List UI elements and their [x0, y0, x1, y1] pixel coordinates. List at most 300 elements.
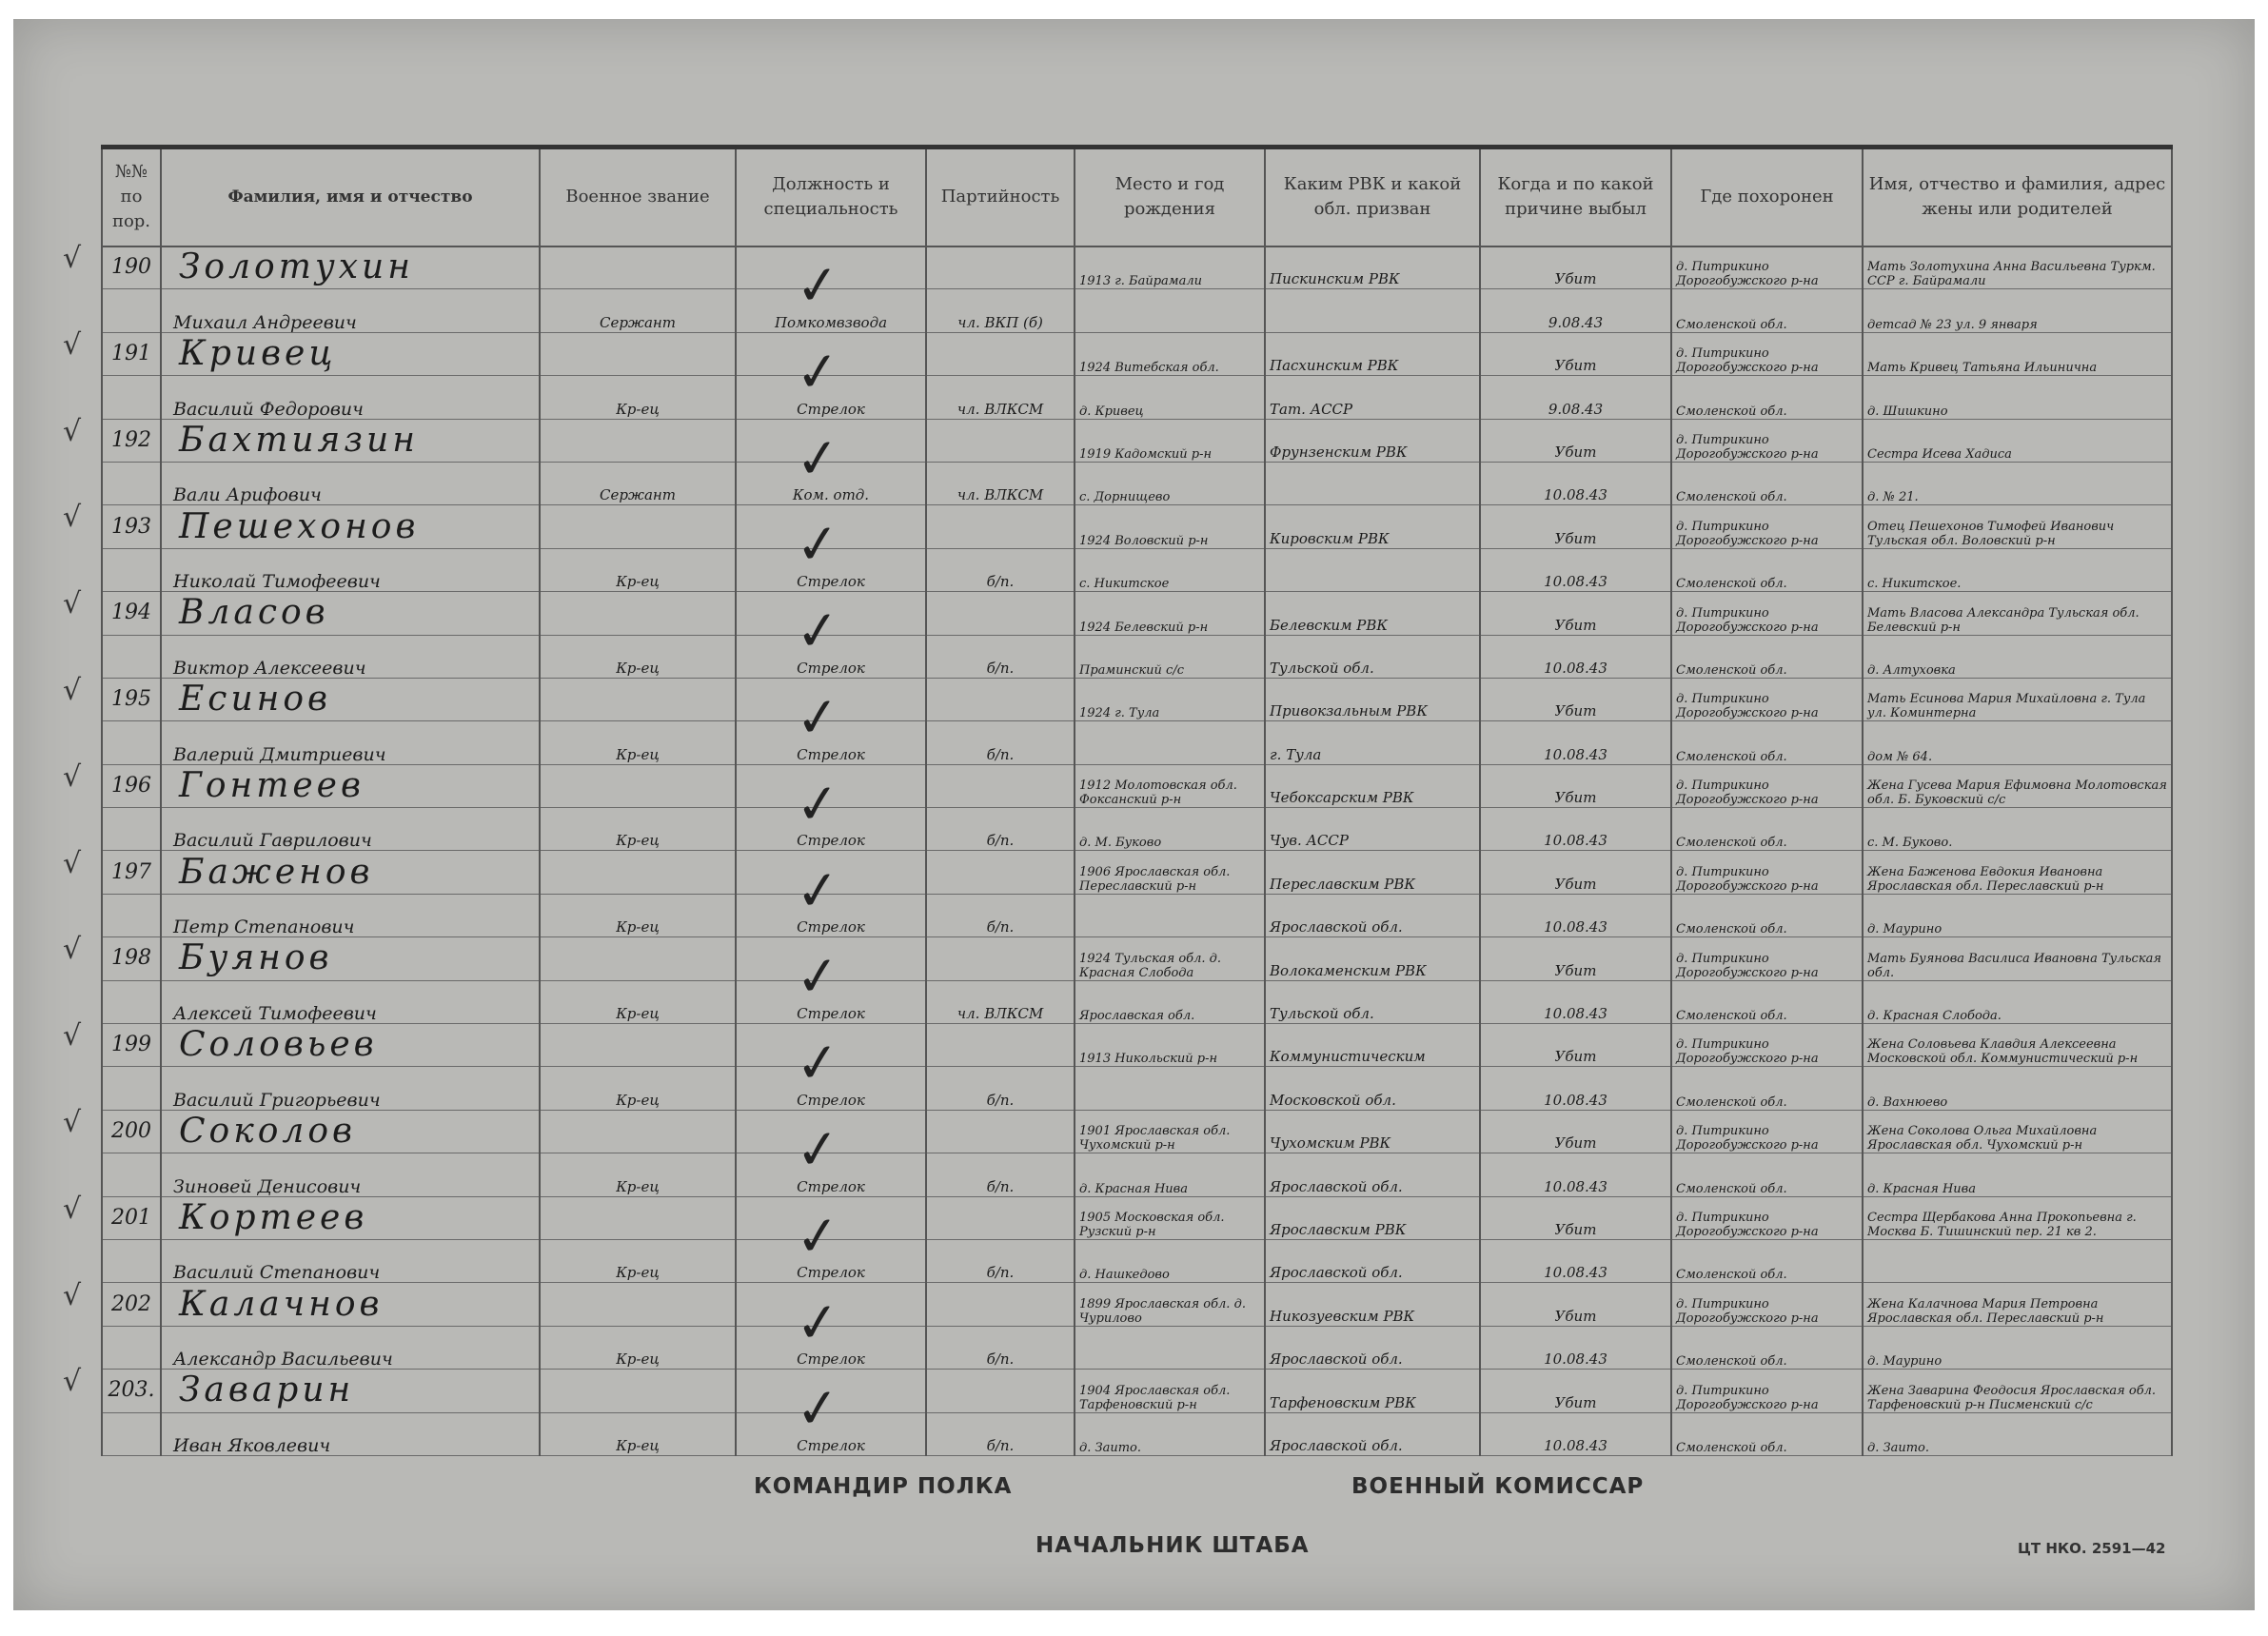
cell-rank: Кр-ец [540, 1412, 736, 1455]
checkmark-icon: ✓ [792, 425, 844, 492]
cell-rank-top [540, 678, 736, 720]
cell-rvk-bot [1265, 462, 1480, 504]
cell-rvk-top: Чебоксарским РВК [1265, 764, 1480, 807]
cell-buried-bot: Смоленской обл. [1671, 808, 1863, 851]
cell-position: Стрелок [736, 1153, 926, 1196]
cell-buried-top: д. Питрикино Дорогобужского р-на [1671, 332, 1863, 375]
table-row [102, 937, 2172, 980]
cell-birth-bot: д. Кривец [1075, 376, 1265, 419]
cell-rel-top: Мать Золотухина Анна Васильевна Туркм. ССР г. Байрамали [1863, 246, 2172, 289]
cell-birth-bot: с. Дорнищево [1075, 462, 1265, 504]
cell-buried-bot: Смоленской обл. [1671, 462, 1863, 504]
cell-birth-top: 1905 Московская обл. Рузский р-н [1075, 1196, 1265, 1239]
cell-buried-bot: Смоленской обл. [1671, 1153, 1863, 1196]
cell-party-top [926, 764, 1075, 807]
cell-buried-bot: Смоленской обл. [1671, 548, 1863, 591]
cell-rel-top: Отец Пешехонов Тимофей Иванович Тульская обл. Воловский р-н [1863, 505, 2172, 548]
cell-rvk-bot: Ярославской обл. [1265, 1326, 1480, 1369]
cell-rvk-bot: Тульской обл. [1265, 980, 1480, 1023]
cell-rvk-bot [1265, 289, 1480, 332]
cell-rel-bot: д. № 21. [1863, 462, 2172, 504]
checkmark-icon: ✓ [792, 598, 844, 665]
cell-buried-bot: Смоленской обл. [1671, 894, 1863, 936]
cell-given: Алексей Тимофеевич [161, 980, 540, 1023]
cell-rvk-top: Никозуевским РВК [1265, 1283, 1480, 1326]
cell-rank-top [540, 332, 736, 375]
cell-position: Стрелок [736, 1326, 926, 1369]
cell-rel-top: Сестра Щербакова Анна Прокопьевна г. Москва Б. Тишинский пер. 21 кв 2. [1863, 1196, 2172, 1239]
table-row [102, 289, 2172, 332]
cell-buried-bot: Смоленской обл. [1671, 1067, 1863, 1110]
header-name: Фамилия, имя и отчество [161, 148, 540, 246]
cell-rank-top [540, 505, 736, 548]
cell-rel-top: Сестра Исева Хадиса [1863, 419, 2172, 462]
cell-party: чл. ВЛКСМ [926, 376, 1075, 419]
header-birth: Место и год рождения [1075, 148, 1265, 246]
cell-cause: Убит [1480, 764, 1671, 807]
cell-date: 10.08.43 [1480, 548, 1671, 591]
header-rvk: Каким РВК и какой обл. призван [1265, 148, 1480, 246]
table-row [102, 1326, 2172, 1369]
form-code: ЦТ НКО. 2591—42 [2018, 1540, 2166, 1557]
cell-rvk-bot: г. Тула [1265, 721, 1480, 764]
cell-rvk-bot: Тат. АССР [1265, 376, 1480, 419]
cell-given: Валерий Дмитриевич [161, 721, 540, 764]
header-position: Должность и специальность [736, 148, 926, 246]
cell-rel-top: Мать Есинова Мария Михайловна г. Тула ул. Коминтерна [1863, 678, 2172, 720]
cell-surname: Заварин [161, 1370, 540, 1412]
cell-position: Стрелок [736, 1067, 926, 1110]
cell-given: Петр Степанович [161, 894, 540, 936]
cell-rank: Кр-ец [540, 1239, 736, 1282]
cell-rel-top: Мать Кривец Татьяна Ильинична [1863, 332, 2172, 375]
cell-party: б/п. [926, 1239, 1075, 1282]
cell-position: Стрелок [736, 980, 926, 1023]
cell-party-top [926, 1110, 1075, 1153]
cell-num: 196 [102, 764, 161, 807]
cell-party-top [926, 678, 1075, 720]
cell-rel-bot: д. Красная Слобода. [1863, 980, 2172, 1023]
cell-rank-top [540, 1283, 736, 1326]
cell-birth-top: 1924 Воловский р-н [1075, 505, 1265, 548]
cell-given: Николай Тимофеевич [161, 548, 540, 591]
cell-rvk-bot: Московской обл. [1265, 1067, 1480, 1110]
cell-party-top [926, 592, 1075, 635]
table-row [102, 1024, 2172, 1067]
cell-rvk-top: Коммунистическим [1265, 1024, 1480, 1067]
cell-rvk-top: Волокаменским РВК [1265, 937, 1480, 980]
cell-birth-bot [1075, 1326, 1265, 1369]
cell-rvk-bot [1265, 548, 1480, 591]
cell-rel-top: Жена Баженова Евдокия Ивановна Ярославская обл. Переславский р-н [1863, 851, 2172, 894]
cell-cause: Убит [1480, 505, 1671, 548]
cell-buried-bot: Смоленской обл. [1671, 980, 1863, 1023]
cell-buried-bot: Смоленской обл. [1671, 1239, 1863, 1282]
cell-party-top [926, 1370, 1075, 1412]
cell-rvk-top: Кировским РВК [1265, 505, 1480, 548]
cell-birth-top: 1924 Витебская обл. [1075, 332, 1265, 375]
cell-rank: Кр-ец [540, 980, 736, 1023]
table-row [102, 1239, 2172, 1282]
cell-given: Иван Яковлевич [161, 1412, 540, 1455]
cell-birth-bot: д. Красная Нива [1075, 1153, 1265, 1196]
cell-buried-bot: Смоленской обл. [1671, 289, 1863, 332]
cell-party-top [926, 1024, 1075, 1067]
cell-surname: Калачнов [161, 1283, 540, 1326]
table-row [102, 419, 2172, 462]
cell-buried-top: д. Питрикино Дорогобужского р-на [1671, 937, 1863, 980]
checkmark-icon: ✓ [792, 1116, 844, 1184]
cell-rel-bot: с. М. Буково. [1863, 808, 2172, 851]
cell-date: 10.08.43 [1480, 635, 1671, 678]
table-row [102, 1370, 2172, 1412]
cell-rank-top [540, 937, 736, 980]
cell-birth-top: 1906 Ярославская обл. Переславский р-н [1075, 851, 1265, 894]
cell-num: 197 [102, 851, 161, 894]
cell-birth-top: 1904 Ярославская обл. Тарфеновский р-н [1075, 1370, 1265, 1412]
cell-position: Стрелок [736, 376, 926, 419]
margin-tick-icon: √ [63, 414, 82, 448]
cell-position: Ком. отд. [736, 462, 926, 504]
margin-tick-icon: √ [63, 1192, 82, 1226]
cell-num-bot [102, 376, 161, 419]
cell-given: Михаил Андреевич [161, 289, 540, 332]
cell-buried-top: д. Питрикино Дорогобужского р-на [1671, 1196, 1863, 1239]
cell-rvk-top: Фрунзенским РВК [1265, 419, 1480, 462]
cell-date: 9.08.43 [1480, 289, 1671, 332]
cell-party: чл. ВЛКСМ [926, 462, 1075, 504]
cell-buried-top: д. Питрикино Дорогобужского р-на [1671, 1024, 1863, 1067]
cell-rank-top [540, 851, 736, 894]
cell-rank: Сержант [540, 462, 736, 504]
cell-num: 199 [102, 1024, 161, 1067]
cell-rvk-top: Белевским РВК [1265, 592, 1480, 635]
cell-birth-top: 1913 г. Байрамали [1075, 246, 1265, 289]
cell-surname: Пешехонов [161, 505, 540, 548]
cell-given: Александр Васильевич [161, 1326, 540, 1369]
cell-birth-bot: Праминский с/с [1075, 635, 1265, 678]
margin-tick-icon: √ [63, 501, 82, 535]
cell-position: Стрелок [736, 548, 926, 591]
cell-rel-bot: д. Маурино [1863, 1326, 2172, 1369]
cell-rank: Кр-ец [540, 376, 736, 419]
cell-cause: Убит [1480, 678, 1671, 720]
cell-rel-top: Жена Гусева Мария Ефимовна Молотовская обл. Б. Буковский с/с [1863, 764, 2172, 807]
cell-rel-bot: детсад № 23 ул. 9 января [1863, 289, 2172, 332]
table-row [102, 1283, 2172, 1326]
cell-party: б/п. [926, 808, 1075, 851]
cell-cause: Убит [1480, 1110, 1671, 1153]
cell-num: 200 [102, 1110, 161, 1153]
cell-date: 10.08.43 [1480, 1153, 1671, 1196]
margin-tick-icon: √ [63, 327, 82, 362]
cell-rvk-top: Переславским РВК [1265, 851, 1480, 894]
header-row [102, 148, 2172, 246]
cell-buried-top: д. Питрикино Дорогобужского р-на [1671, 678, 1863, 720]
cell-birth-top: 1924 Тульская обл. д. Красная Слобода [1075, 937, 1265, 980]
cell-rel-bot: д. Алтуховка [1863, 635, 2172, 678]
cell-given: Василий Григорьевич [161, 1067, 540, 1110]
cell-position: Стрелок [736, 635, 926, 678]
cell-rvk-top: Чухомским РВК [1265, 1110, 1480, 1153]
cell-rel-top: Жена Соловьева Клавдия Алексеевна Московской обл. Коммунистический р-н [1863, 1024, 2172, 1067]
cell-party-top [926, 332, 1075, 375]
checkmark-icon: ✓ [792, 512, 844, 579]
cell-num: 192 [102, 419, 161, 462]
cell-given: Василий Федорович [161, 376, 540, 419]
cell-party: б/п. [926, 721, 1075, 764]
cell-rel-top: Жена Заварина Феодосия Ярославская обл. Тарфеновский р-н Писменский с/с [1863, 1370, 2172, 1412]
header-relatives: Имя, отчество и фамилия, адрес жены или родителей [1863, 148, 2172, 246]
cell-given: Вали Арифович [161, 462, 540, 504]
cell-party: б/п. [926, 894, 1075, 936]
cell-rel-bot: д. Заито. [1863, 1412, 2172, 1455]
cell-surname: Кортеев [161, 1196, 540, 1239]
cell-date: 10.08.43 [1480, 462, 1671, 504]
cell-party: чл. ВКП (б) [926, 289, 1075, 332]
cell-party: б/п. [926, 1326, 1075, 1369]
cell-party-top [926, 246, 1075, 289]
cell-party-top [926, 851, 1075, 894]
cell-cause: Убит [1480, 332, 1671, 375]
table-row [102, 635, 2172, 678]
header-party: Партийность [926, 148, 1075, 246]
cell-buried-top: д. Питрикино Дорогобужского р-на [1671, 1110, 1863, 1153]
margin-tick-icon: √ [63, 846, 82, 880]
table-row [102, 592, 2172, 635]
cell-cause: Убит [1480, 1370, 1671, 1412]
cell-buried-top: д. Питрикино Дорогобужского р-на [1671, 592, 1863, 635]
cell-party: б/п. [926, 548, 1075, 591]
cell-birth-top: 1919 Кадомский р-н [1075, 419, 1265, 462]
commander-signature-label: КОМАНДИР ПОЛКА [754, 1474, 1013, 1499]
cell-cause: Убит [1480, 1283, 1671, 1326]
cell-birth-top: 1912 Молотовская обл. Фоксанский р-н [1075, 764, 1265, 807]
margin-tick-icon: √ [63, 1106, 82, 1139]
cell-num-bot [102, 289, 161, 332]
cell-rvk-top: Привокзальным РВК [1265, 678, 1480, 720]
table-row [102, 1196, 2172, 1239]
cell-rank-top [540, 1024, 736, 1067]
margin-tick-icon: √ [63, 242, 82, 275]
cell-buried-top: д. Питрикино Дорогобужского р-на [1671, 764, 1863, 807]
cell-num: 202 [102, 1283, 161, 1326]
cell-birth-bot [1075, 289, 1265, 332]
cell-date: 10.08.43 [1480, 1239, 1671, 1282]
table-row [102, 808, 2172, 851]
cell-rvk-bot: Ярославской обл. [1265, 894, 1480, 936]
cell-buried-bot: Смоленской обл. [1671, 1326, 1863, 1369]
cell-num-bot [102, 1326, 161, 1369]
cell-rvk-bot: Тульской обл. [1265, 635, 1480, 678]
cell-party-top [926, 937, 1075, 980]
cell-given: Виктор Алексеевич [161, 635, 540, 678]
cell-rel-top: Мать Власова Александра Тульская обл. Белевский р-н [1863, 592, 2172, 635]
cell-rank-top [540, 1110, 736, 1153]
cell-birth-bot [1075, 894, 1265, 936]
cell-rank-top [540, 592, 736, 635]
checkmark-icon: ✓ [792, 944, 844, 1011]
table-row [102, 894, 2172, 936]
cell-rank: Кр-ец [540, 808, 736, 851]
margin-tick-icon: √ [63, 674, 82, 707]
cell-birth-bot: с. Никитское [1075, 548, 1265, 591]
cell-cause: Убит [1480, 851, 1671, 894]
cell-party: чл. ВЛКСМ [926, 980, 1075, 1023]
cell-rel-bot [1863, 1239, 2172, 1282]
header-buried: Где похоронен [1671, 148, 1863, 246]
cell-buried-top: д. Питрикино Дорогобужского р-на [1671, 246, 1863, 289]
checkmark-icon: ✓ [792, 1290, 844, 1356]
cell-rel-bot: д. Маурино [1863, 894, 2172, 936]
cell-surname: Буянов [161, 937, 540, 980]
cell-buried-top: д. Питрикино Дорогобужского р-на [1671, 851, 1863, 894]
cell-rank: Кр-ец [540, 894, 736, 936]
cell-surname: Власов [161, 592, 540, 635]
cell-rank: Кр-ец [540, 721, 736, 764]
cell-birth-bot: д. Нашкедово [1075, 1239, 1265, 1282]
checkmark-icon: ✓ [792, 1203, 844, 1271]
cell-rvk-top: Тарфеновским РВК [1265, 1370, 1480, 1412]
cell-surname: Золотухин [161, 246, 540, 289]
cell-num: 194 [102, 592, 161, 635]
cell-surname: Бахтиязин [161, 419, 540, 462]
cell-date: 10.08.43 [1480, 808, 1671, 851]
cell-date: 10.08.43 [1480, 980, 1671, 1023]
margin-tick-icon: √ [63, 759, 82, 794]
margin-tick-icon: √ [63, 933, 82, 967]
cell-num-bot [102, 808, 161, 851]
cell-surname: Гонтеев [161, 764, 540, 807]
cell-party: б/п. [926, 1412, 1075, 1455]
cell-birth-bot [1075, 721, 1265, 764]
cell-buried-top: д. Питрикино Дорогобужского р-на [1671, 1283, 1863, 1326]
cell-date: 9.08.43 [1480, 376, 1671, 419]
cell-party-top [926, 1196, 1075, 1239]
cell-rank: Кр-ец [540, 1067, 736, 1110]
cell-num-bot [102, 980, 161, 1023]
cell-num-bot [102, 548, 161, 591]
cell-date: 10.08.43 [1480, 1412, 1671, 1455]
cell-birth-top: 1899 Ярославская обл. д. Чурилово [1075, 1283, 1265, 1326]
cell-date: 10.08.43 [1480, 894, 1671, 936]
table-row [102, 721, 2172, 764]
header-rank: Военное звание [540, 148, 736, 246]
cell-given: Зиновей Денисович [161, 1153, 540, 1196]
cell-num: 191 [102, 332, 161, 375]
checkmark-icon: ✓ [792, 252, 844, 320]
cell-num-bot [102, 635, 161, 678]
cell-num: 203. [102, 1370, 161, 1412]
table-row [102, 851, 2172, 894]
table-row [102, 462, 2172, 504]
margin-tick-icon: √ [63, 587, 82, 621]
cell-birth-bot [1075, 1067, 1265, 1110]
cell-birth-bot: д. Заито. [1075, 1412, 1265, 1455]
casualty-table [101, 145, 2173, 1456]
cell-buried-bot: Смоленской обл. [1671, 635, 1863, 678]
cell-surname: Кривец [161, 332, 540, 375]
cell-birth-top: 1913 Никольский р-н [1075, 1024, 1265, 1067]
cell-buried-top: д. Питрикино Дорогобужского р-на [1671, 419, 1863, 462]
table-row [102, 332, 2172, 375]
cell-num-bot [102, 1239, 161, 1282]
cell-num-bot [102, 894, 161, 936]
cell-position: Стрелок [736, 894, 926, 936]
checkmark-icon: ✓ [792, 339, 844, 406]
cell-given: Василий Гаврилович [161, 808, 540, 851]
table-row [102, 1153, 2172, 1196]
cell-num: 193 [102, 505, 161, 548]
cell-given: Василий Степанович [161, 1239, 540, 1282]
header-when: Когда и по какой причине выбыл [1480, 148, 1671, 246]
checkmark-icon: ✓ [792, 1030, 844, 1097]
cell-cause: Убит [1480, 246, 1671, 289]
cell-rank-top [540, 1196, 736, 1239]
cell-birth-top: 1924 Белевский р-н [1075, 592, 1265, 635]
cell-buried-bot: Смоленской обл. [1671, 376, 1863, 419]
cell-rank: Кр-ец [540, 635, 736, 678]
table-row [102, 1110, 2172, 1153]
table-row [102, 505, 2172, 548]
chief-of-staff-signature-label: НАЧАЛЬНИК ШТАБА [1035, 1533, 1310, 1558]
cell-num: 190 [102, 246, 161, 289]
cell-num-bot [102, 721, 161, 764]
cell-num-bot [102, 462, 161, 504]
cell-party: б/п. [926, 1067, 1075, 1110]
table-row [102, 764, 2172, 807]
cell-position: Стрелок [736, 808, 926, 851]
cell-buried-top: д. Питрикино Дорогобужского р-на [1671, 1370, 1863, 1412]
cell-num-bot [102, 1412, 161, 1455]
cell-num-bot [102, 1067, 161, 1110]
cell-rel-bot: д. Вахнюево [1863, 1067, 2172, 1110]
table-body [102, 246, 2172, 1456]
cell-rel-bot: д. Шишкино [1863, 376, 2172, 419]
cell-rank: Кр-ец [540, 1326, 736, 1369]
cell-surname: Баженов [161, 851, 540, 894]
cell-rvk-bot: Ярославской обл. [1265, 1239, 1480, 1282]
commissar-signature-label: ВОЕННЫЙ КОМИССАР [1351, 1474, 1645, 1499]
cell-rank-top [540, 419, 736, 462]
cell-rank: Кр-ец [540, 548, 736, 591]
cell-rvk-top: Ярославским РВК [1265, 1196, 1480, 1239]
cell-position: Стрелок [736, 721, 926, 764]
cell-party-top [926, 505, 1075, 548]
cell-num-bot [102, 1153, 161, 1196]
table-row [102, 678, 2172, 720]
cell-date: 10.08.43 [1480, 1326, 1671, 1369]
cell-num: 201 [102, 1196, 161, 1239]
checkmark-icon: ✓ [792, 1376, 844, 1443]
cell-rel-bot: дом № 64. [1863, 721, 2172, 764]
cell-party-top [926, 419, 1075, 462]
checkmark-icon: ✓ [792, 684, 844, 752]
cell-surname: Соловьев [161, 1024, 540, 1067]
cell-position: Стрелок [736, 1239, 926, 1282]
table-row [102, 548, 2172, 591]
cell-rank-top [540, 1370, 736, 1412]
cell-rank: Сержант [540, 289, 736, 332]
margin-tick-icon: √ [63, 1365, 82, 1399]
checkmark-icon: ✓ [792, 857, 844, 924]
cell-rank-top [540, 764, 736, 807]
cell-party-top [926, 1283, 1075, 1326]
cell-birth-top: 1901 Ярославская обл. Чухомский р-н [1075, 1110, 1265, 1153]
cell-surname: Соколов [161, 1110, 540, 1153]
checkmark-icon: ✓ [792, 771, 844, 838]
margin-tick-icon: √ [63, 1019, 82, 1054]
